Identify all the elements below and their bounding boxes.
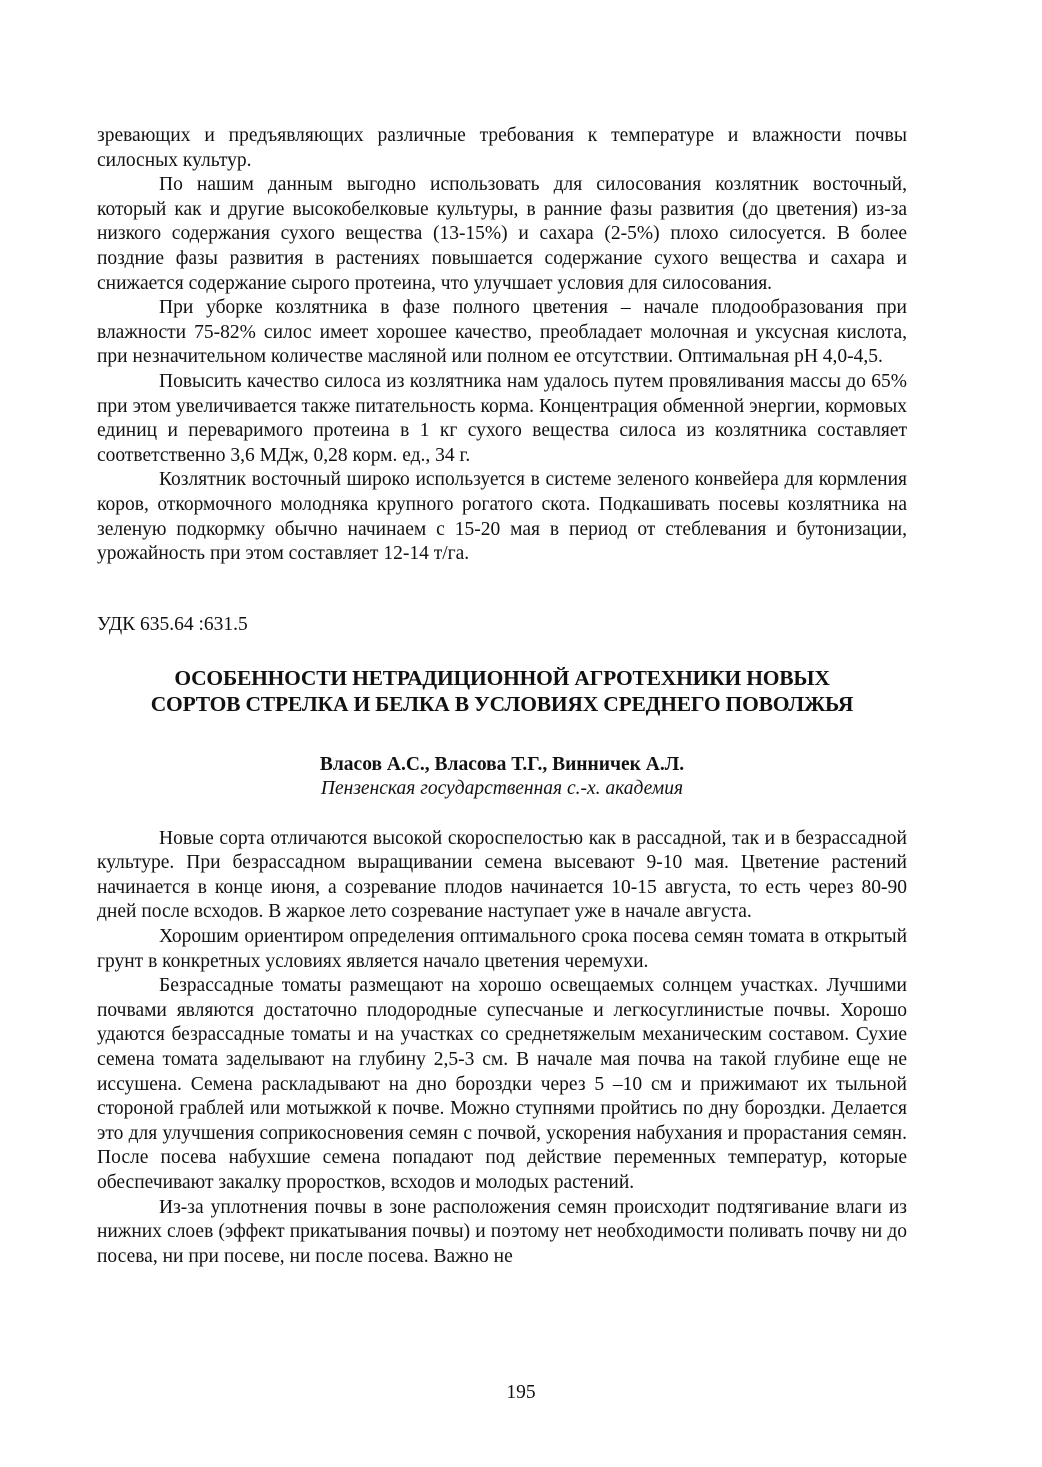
page-number: 195 bbox=[506, 1382, 536, 1403]
paragraph: Новые сорта отличаются высокой скороспелостью как в рассадной, так и в безрассадной культуре. При безрассадном выращивании семена высевают 9-10 мая. Цветение растений начинается в конце июня, а созревание плодов начинается 10-15 августа, то есть через 80-90 дней после всходов. В жаркое лето созревание наступает уже в начале августа. bbox=[97, 827, 907, 923]
paragraph: Козлятник восточный широко используется в системе зеленого конвейера для кормления коров, откормочного молодняка крупного рогатого скота. Подкашивать посевы козлятника на зеленую подкормку обычно начинаем с 15-20 мая в период от стеблевания и бутонизации, урожайность при этом составляет 12-14 т/га. bbox=[97, 469, 907, 565]
article-body bbox=[97, 827, 907, 1270]
paragraph: Хорошим ориентиром определения оптимального срока посева семян томата в открытый грунт в конкретных условиях является начало цветения черемухи. bbox=[97, 926, 907, 972]
article-title-line: ОСОБЕННОСТИ НЕТРАДИЦИОННОЙ АГРОТЕХНИКИ НОВЫХ bbox=[174, 665, 830, 690]
paragraph: зревающих и предъявляющих различные требования к температуре и влажности почвы силосных культур. bbox=[97, 125, 907, 171]
page-content bbox=[97, 124, 907, 1269]
paragraph: При уборке козлятника в фазе полного цветения – начале плодообразования при влажности 75-82% силос имеет хорошее качество, преобладает молочная и уксусная кислота, при незначительном количестве масляной или полном ее отсутствии. Оптимальная pH 4,0-4,5. bbox=[97, 297, 907, 368]
paragraph: Безрассадные томаты размещают на хорошо освещаемых солнцем участках. Лучшими почвами являются достаточно плодородные супесчаные и легкосуглинистые почвы. Хорошо удаются безрассадные томаты и на участках со среднетяжелым механическим составом. Сухие семена томата заделывают на глубину 2,5-3 см. В начале мая почва на такой глубине еще не иссушена. Семена раскладывают на дно бороздки через 5 –10 см и прижимают их тыльной стороной граблей или мотыжкой к почве. Можно ступнями пройтись по дну бороздки. Делается это для улучшения соприкосновения семян с почвой, ускорения набухания и прорастания семян. После посева набухшие семена попадают под действие переменных температур, которые обеспечивают закалку проростков, всходов и молодых растений. bbox=[97, 975, 907, 1193]
paragraph: Из-за уплотнения почвы в зоне расположения семян происходит подтягивание влаги из нижних слоев (эффект прикатывания почвы) и поэтому нет необходимости поливать почву ни до посева, ни при посеве, ни после посева. Важно не bbox=[97, 1196, 907, 1267]
paragraph: По нашим данным выгодно использовать для силосования козлятник восточный, который как и другие высокобелковые культуры, в ранние фазы развития (до цветения) из-за низкого содержания сухого вещества (13-15%) и сахара (2-5%) плохо силосуется. В более поздние фазы развития в растениях повышается содержание сухого вещества и сахара и снижается содержание сырого протеина, что улучшает условия для силосования. bbox=[97, 174, 907, 294]
article-title-line: СОРТОВ СТРЕЛКА И БЕЛКА В УСЛОВИЯХ СРЕДНЕГО ПОВОЛЖЬЯ bbox=[150, 691, 854, 716]
udk-code: УДК 635.64 :631.5 bbox=[97, 613, 248, 635]
article-authors: Власов А.С., Власова Т.Г., Винничек А.Л. bbox=[319, 753, 685, 775]
continued-section bbox=[97, 124, 907, 567]
article-title bbox=[97, 665, 907, 717]
paragraph: Повысить качество силоса из козлятника нам удалось путем провяливания массы до 65% при этом увеличивается также питательность корма. Концентрация обменной энергии, кормовых единиц и переваримого протеина в 1 кг сухого вещества силоса из козлятника составляет соответственно 3,6 МДж, 0,28 корм. ед., 34 г. bbox=[97, 370, 907, 466]
article-affiliation: Пензенская государственная с.-х. академия bbox=[320, 777, 684, 799]
